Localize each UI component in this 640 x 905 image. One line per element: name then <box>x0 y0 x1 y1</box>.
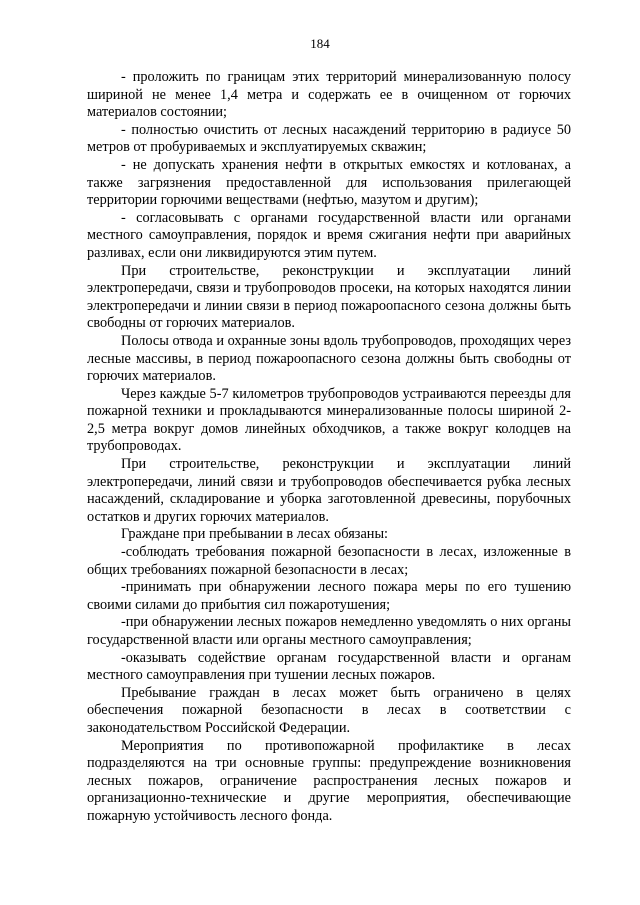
paragraph-oil-storage: - не допускать хранения нефти в открытых емкостях и котлованах, а также загрязнения предоставленной для использования прилегающей территории горючими веществами (нефтью, мазутом и другим); <box>87 156 571 209</box>
paragraph-assist-authorities: -оказывать содействие органам государственной власти и органам местного самоуправления при тушении лесных пожаров. <box>87 649 571 684</box>
paragraph-take-measures: -принимать при обнаружении лесного пожара меры по его тушению своими силами до прибытия сил пожаротушения; <box>87 579 571 613</box>
page-number: 184 <box>310 36 330 51</box>
paragraph-crossings: Через каждые 5-7 километров трубопроводов устраиваются переезды для пожарной техники и прокладываются минерализованные полосы шириной 2-2,5 метра вокруг домов линейных обходчиков, а также вокруг колодцев на трубопроводах. <box>87 385 571 455</box>
paragraph-power-lines: При строительстве, реконструкции и эксплуатации линий электропередачи, связи и трубопроводов просеки, на которых находятся линии электропередачи и линии связи в период пожароопасного сезона должны быть свободны от горючих материалов. <box>87 262 571 332</box>
paragraph-citizens-obliged: Граждане при пребывании в лесах обязаны: <box>121 526 389 543</box>
paragraph-oil-burning: - согласовывать с органами государственной власти или органами местного самоуправления, порядок и время сжигания нефти при аварийных разливах, если они ликвидируются этим путем. <box>87 209 571 261</box>
paragraph-prevention-groups: Мероприятия по противопожарной профилактике в лесах подразделяются на три основные группы: предупреждение возникновения лесных пожаров, ограничение распространения лесных пожаров и организационно-технические и другие мероприятия, обеспечивающие пожарную устойчивость лесного фонда. <box>87 737 571 824</box>
paragraph-notify-authorities: -при обнаружении лесных пожаров немедленно уведомлять о них органы государственной власти или органы местного самоуправления; <box>87 614 571 648</box>
paragraph-clear-wells: - полностью очистить от лесных насаждений территорию в радиусе 50 метров от пробуриваемых и эксплуатируемых скважин; <box>87 121 571 156</box>
paragraph-follow-requirements: -соблюдать требования пожарной безопасности в лесах, изложенные в общих требованиях пожарной безопасности в лесах; <box>87 544 571 578</box>
paragraph-stay-restricted: Пребывание граждан в лесах может быть ограничено в целях обеспечения пожарной безопасности в лесах в соответствии с законодательством Российской Федерации. <box>87 684 571 736</box>
paragraph-logging: При строительстве, реконструкции и эксплуатации линий электропередачи, линий связи и трубопроводов обеспечивается рубка лесных насаждений, складирование и уборка заготовленной древесины, порубочных остатков и других горючих материалов. <box>87 456 571 525</box>
paragraph-pipeline-zones: Полосы отвода и охранные зоны вдоль трубопроводов, проходящих через лесные массивы, в период пожароопасного сезона должны быть свободны от горючих материалов. <box>87 332 571 385</box>
paragraph-mineralized-strip: - проложить по границам этих территорий минерализованную полосу шириной не менее 1,4 метра и содержать ее в очищенном от горючих материалов состоянии; <box>87 69 571 121</box>
document-body <box>87 69 571 826</box>
